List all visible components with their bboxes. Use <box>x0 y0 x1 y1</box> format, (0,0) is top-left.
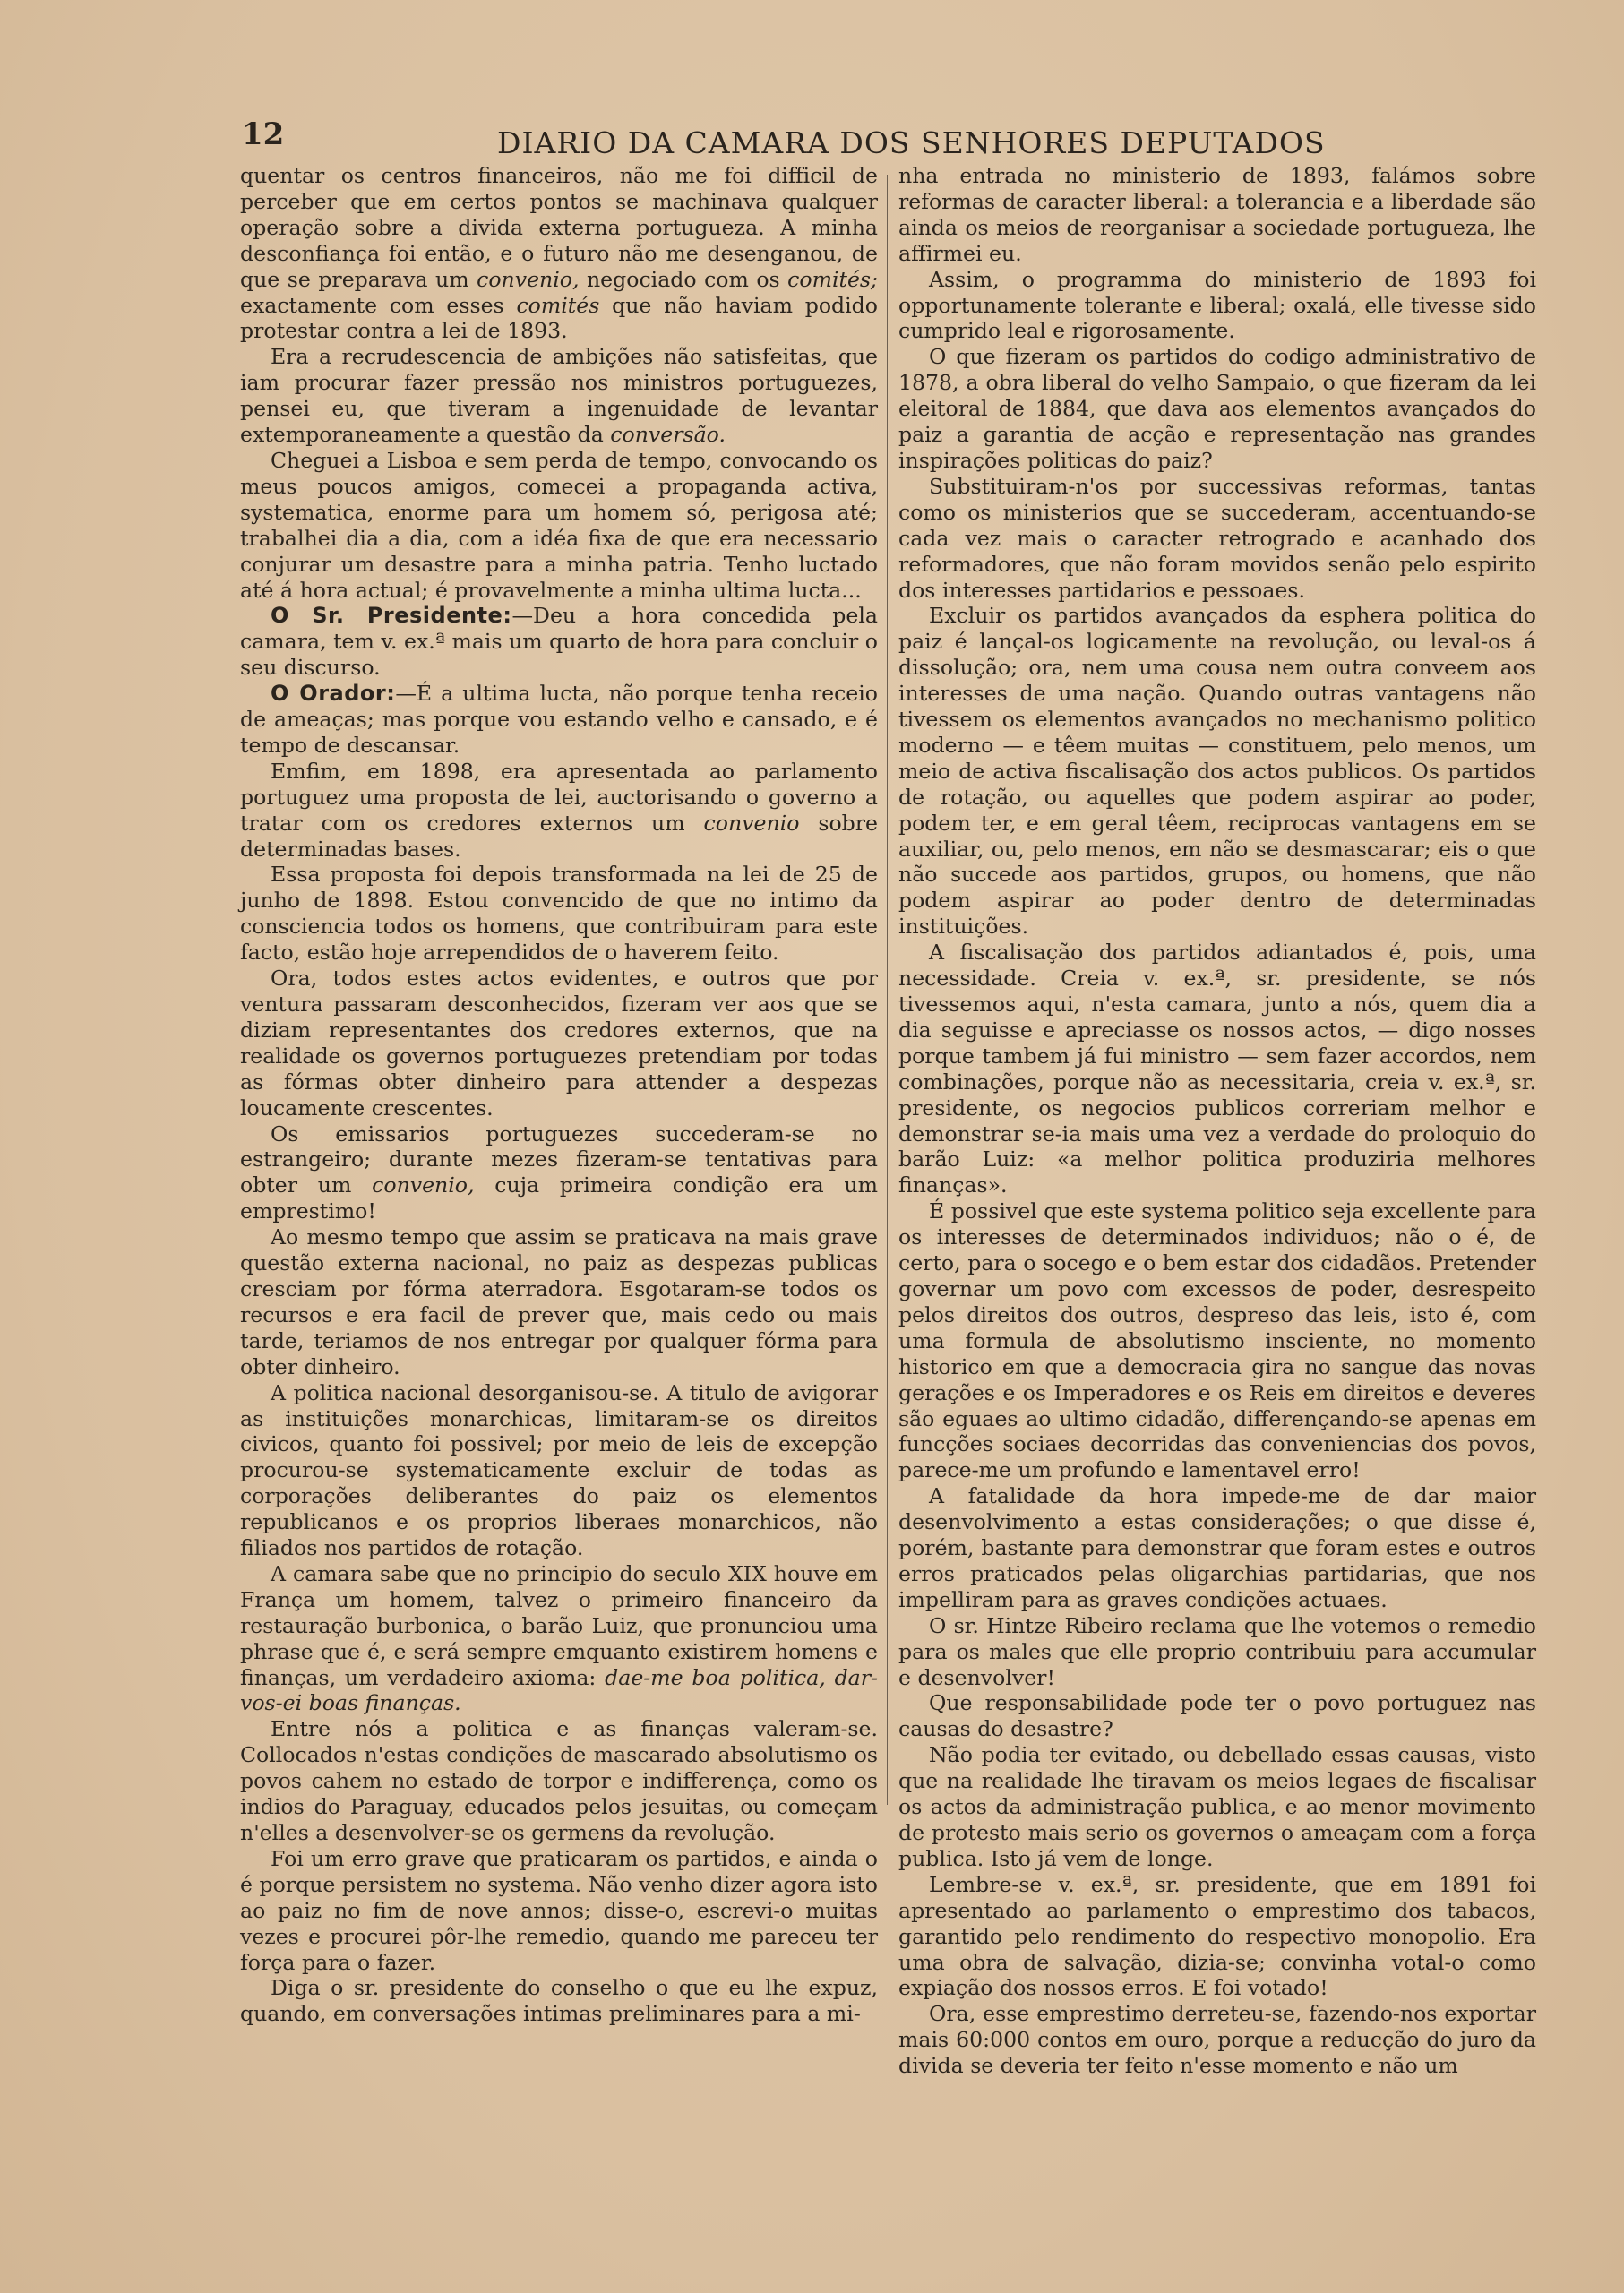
paragraph: Foi um erro grave que praticaram os partidos, e ainda o é porque persistem no systema. Não venho dizer agora isto ao paiz no fim de nove annos; disse-o, escrevi-o muitas vezes e procurei pôr-lhe remedio, quando me pareceu ter força para o fazer. <box>240 1845 878 1975</box>
paragraph: A fiscalisação dos partidos adiantados é, pois, uma necessidade. Creia v. ex.ª, sr. presidente, se nós tivessemos aqui, n'esta camara, junto a nós, quem dia a dia seguisse e apreciasse os nossos actos, — digo nosses porque tambem já fui ministro — sem fazer accordos, nem combinações, porque não as necessitaria, creia v. ex.ª, sr. presidente, os negocios publicos correriam melhor e demonstrar se-ia mais uma vez a verdade do proloquio do barão Luiz: «a melhor politica produziria melhores finanças». <box>898 940 1536 1198</box>
speaker-label: O Orador: <box>271 681 396 707</box>
paragraph: Substituiram-n'os por successivas reformas, tantas como os ministerios que se succederam, accentuando-se cada vez mais o caracter retrogrado e acanhado dos reformadores, que não foram movidos senão pelo espirito dos interesses partidarios e pessoaes. <box>898 473 1536 603</box>
paragraph: Os emissarios portuguezes succederam-se no estrangeiro; durante mezes fizeram-se tentativas para obter um convenio, cuja primeira condição era um emprestimo! <box>240 1121 878 1224</box>
page-number: 12 <box>242 116 285 152</box>
paragraph: Diga o sr. presidente do conselho o que eu lhe expuz, quando, em conversações intimas preliminares para a mi- <box>240 1975 878 2027</box>
paragraph: Que responsabilidade pode ter o povo portuguez nas causas do desastre? <box>898 1690 1536 1742</box>
paragraph: Não podia ter evitado, ou debellado essas causas, visto que na realidade lhe tiravam os meios legaes de fiscalisar os actos da administração publica, e ao menor movimento de protesto mais serio os governos o ameaçam com a força publica. Isto já vem de longe. <box>898 1742 1536 1871</box>
paragraph: Assim, o programma do ministerio de 1893 foi opportunamente tolerante e liberal; oxalá, elle tivesse sido cumprido leal e rigorosamente. <box>898 266 1536 344</box>
paragraph: O sr. Hintze Ribeiro reclama que lhe votemos o remedio para os males que elle proprio contribuiu para accumular e desenvolver! <box>898 1612 1536 1690</box>
running-head-title: DIARIO DA CAMARA DOS SENHORES DEPUTADOS <box>497 125 1326 160</box>
paragraph: Cheguei a Lisboa e sem perda de tempo, convocando os meus poucos amigos, comecei a propaganda activa, systematica, enorme para um homem só, perigosa até; trabalhei dia a dia, com a idéa fixa de que era necessario conjurar um desastre para a minha patria. Tenho luctado até á hora actual; é provavelmente a minha ultima lucta... <box>240 447 878 603</box>
paragraph: O Sr. Presidente:—Deu a hora concedida pela camara, tem v. ex.ª mais um quarto de hora para concluir o seu discurso. <box>240 603 878 681</box>
paragraph: Entre nós a politica e as finanças valeram-se. Collocados n'estas condições de mascarado absolutismo os povos cahem no estado de torpor e indifferença, como os indios do Paraguay, educados pelos jesuitas, ou começam n'elles a desenvolver-se os germens da revolução. <box>240 1716 878 1845</box>
paragraph: Excluir os partidos avançados da esphera politica do paiz é lançal-os logicamente na revolução, ou leval-os á dissolução; ora, nem uma cousa nem outra conveem aos interesses de uma nação. Quando outras vantagens não tivessem os elementos avançados no mechanismo politico moderno — e têem muitas — constituem, pelo menos, um meio de activa fiscalisação dos actos publicos. Os partidos de rotação, ou aquelles que podem aspirar ao poder, podem ter, e em geral têem, reciprocas vantagens em se auxiliar, ou, pelo menos, em não se desmascarar; eis o que não succede aos partidos, grupos, ou homens, que não podem aspirar ao poder dentro de determinadas instituições. <box>898 603 1536 940</box>
paragraph: quentar os centros financeiros, não me foi difficil de perceber que em certos pontos se machinava qualquer operação sobre a divida externa portugueza. A minha desconfiança foi então, e o futuro não me desenganou, de que se preparava um convenio, negociado com os comités; exactamente com esses comités que não haviam podido protestar contra a lei de 1893. <box>240 163 878 344</box>
paragraph: A fatalidade da hora impede-me de dar maior desenvolvimento a estas considerações; o que disse é, porém, bastante para demonstrar que foram estes e outros erros praticados pelas oligarchias partidarias, que nos impelliram para as graves condições actuaes. <box>898 1483 1536 1612</box>
paragraph: A politica nacional desorganisou-se. A titulo de avigorar as instituições monarchicas, limitaram-se os direitos civicos, quanto foi possivel; por meio de leis de excepção procurou-se systematicamente excluir de todas as corporações deliberantes do paiz os elementos republicanos e os proprios liberaes monarchicos, não filiados nos partidos de rotação. <box>240 1379 878 1561</box>
paragraph: Ora, todos estes actos evidentes, e outros que por ventura passaram desconhecidos, fizeram ver aos que se diziam representantes dos credores externos, que na realidade os governos portuguezes pretendiam por todas as fórmas obter dinheiro para attender a despezas loucamente crescentes. <box>240 966 878 1121</box>
right-column <box>898 163 1536 2079</box>
paragraph: Emfim, em 1898, era apresentada ao parlamento portuguez uma proposta de lei, auctorisando o governo a tratar com os credores externos um convenio sobre determinadas bases. <box>240 758 878 862</box>
paragraph: A camara sabe que no principio do seculo XIX houve em França um homem, talvez o primeiro financeiro da restauração burbonica, o barão Luiz, que pronunciou uma phrase que é, e será sempre emquanto existirem homens e finanças, um verdadeiro axioma: dae-me boa politica, dar-vos-ei boas finanças. <box>240 1560 878 1716</box>
paragraph: Era a recrudescencia de ambições não satisfeitas, que iam procurar fazer pressão nos ministros portuguezes, pensei eu, que tiveram a ingenuidade de levantar extemporaneamente a questão da conversão. <box>240 344 878 448</box>
paragraph: Lembre-se v. ex.ª, sr. presidente, que em 1891 foi apresentado ao parlamento o emprestimo dos tabacos, garantido pelo rendimento do respectivo monopolio. Era uma obra de salvação, dizia-se; convinha votal-o como expiação dos nossos erros. E foi votado! <box>898 1871 1536 2001</box>
left-column <box>240 163 878 2027</box>
paragraph: nha entrada no ministerio de 1893, falámos sobre reformas de caracter liberal: a tolerancia e a liberdade são ainda os meios de reorganisar a sociedade portugueza, lhe affirmei eu. <box>898 163 1536 266</box>
paragraph: Ora, esse emprestimo derreteu-se, fazendo-nos exportar mais 60:000 contos em ouro, porque a reducção do juro da divida se deveria ter feito n'esse momento e não um <box>898 2001 1536 2079</box>
paragraph: Ao mesmo tempo que assim se praticava na mais grave questão externa nacional, no paiz as despezas publicas cresciam por fórma aterradora. Esgotaram-se todos os recursos e era facil de prever que, mais cedo ou mais tarde, teriamos de nos entregar por qualquer fórma para obter dinheiro. <box>240 1224 878 1379</box>
paragraph: É possivel que este systema politico seja excellente para os interesses de determinados individuos; não o é, de certo, para o socego e o bem estar dos cidadãos. Pretender governar um povo com excessos de poder, desrespeito pelos direitos dos outros, despreso das leis, isto é, com uma formula de absolutismo insciente, no momento historico em que a democracia gira no sangue das novas gerações e os Imperadores e os Reis em direitos e deveres são eguaes ao ultimo cidadão, differençando-se apenas em funcções sociaes decorridas das conveniencias dos povos, parece-me um profundo e lamentavel erro! <box>898 1198 1536 1483</box>
paragraph: O que fizeram os partidos do codigo administrativo de 1878, a obra liberal do velho Sampaio, o que fizeram da lei eleitoral de 1884, que dava aos elementos avançados do paiz a garantia de acção e representação nas grandes inspirações politicas do paiz? <box>898 344 1536 473</box>
column-divider <box>887 175 888 1805</box>
paragraph: O Orador:—É a ultima lucta, não porque tenha receio de ameaças; mas porque vou estando velho e cansado, e é tempo de descansar. <box>240 681 878 758</box>
paragraph: Essa proposta foi depois transformada na lei de 25 de junho de 1898. Estou convencido de que no intimo da consciencia todos os homens, que contribuiram para este facto, estão hoje arrependidos de o haverem feito. <box>240 862 878 966</box>
speaker-label: O Sr. Presidente: <box>271 603 512 629</box>
